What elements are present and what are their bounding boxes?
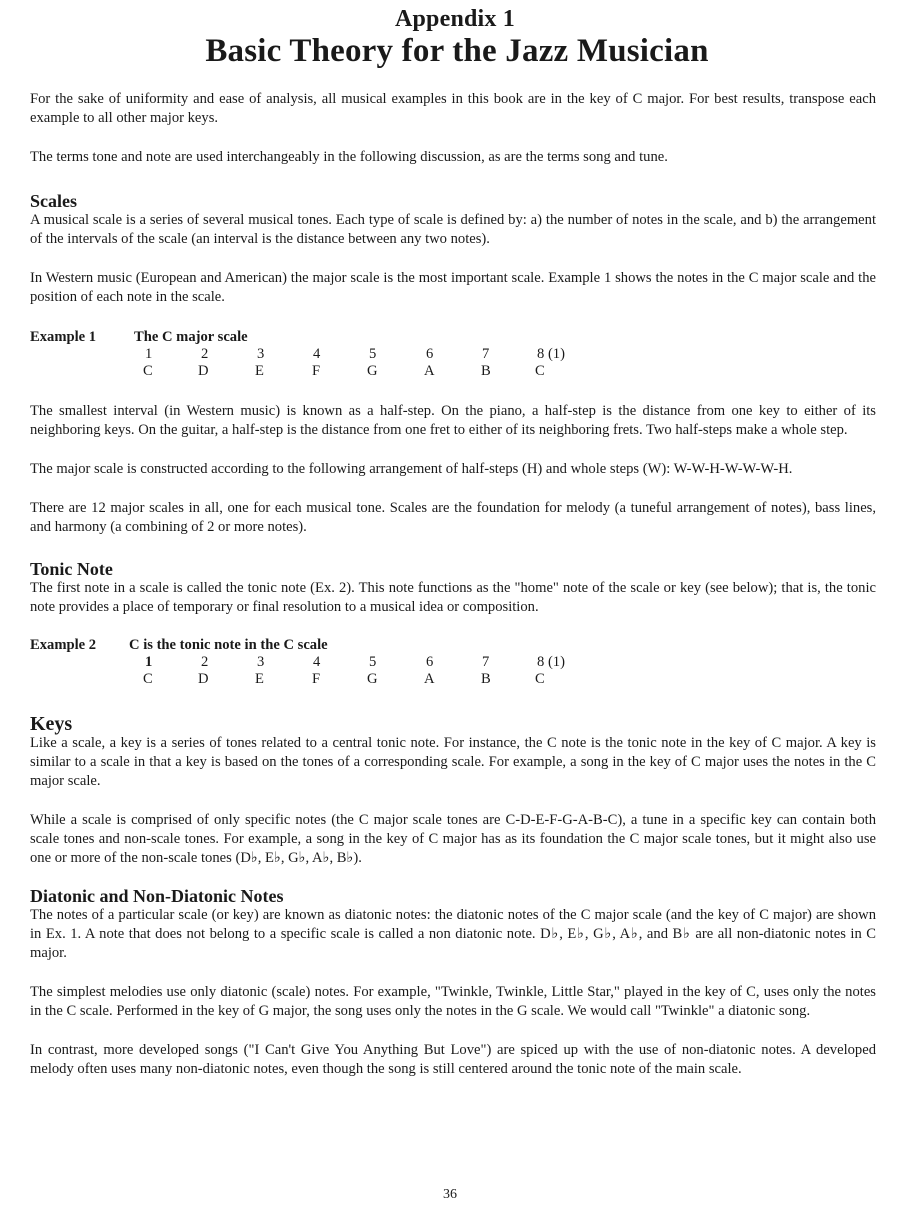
scale-degree: 6 — [426, 654, 434, 670]
twelve-scales-paragraph: There are 12 major scales in all, one for each musical tone. Scales are the foundation for melody (a tuneful arrangement of notes), bass lines, and harmony (a combining of 2 or more notes). — [30, 500, 876, 535]
scale-degree: 7 — [482, 654, 490, 670]
scale-degree: 4 — [313, 654, 321, 670]
scales-paragraph-2: In Western music (European and American) the major scale is the most important scale. Example 1 shows the notes in the C major scale and the position of each note in the scale. — [30, 270, 876, 305]
scale-note: B — [481, 363, 491, 379]
tonic-paragraph: The first note in a scale is called the tonic note (Ex. 2). This note functions as the "home" note of the scale or key (see below); that is, the tonic note provides a place of temporary or final resolution to a musical idea or composition. — [30, 580, 876, 615]
scale-note: E — [255, 363, 264, 379]
scales-paragraph-1: A musical scale is a series of several musical tones. Each type of scale is defined by: a) the number of notes in the scale, and b) the arrangement of the intervals of the scale (an interval is the distance between any two notes). — [30, 212, 876, 247]
scale-note: E — [255, 671, 264, 687]
scale-degree: 2 — [201, 346, 209, 362]
scale-degree: 7 — [482, 346, 490, 362]
section-heading-diatonic: Diatonic and Non-Diatonic Notes — [30, 886, 284, 906]
scale-degree: 5 — [369, 654, 377, 670]
page-number: 36 — [443, 1187, 457, 1202]
section-heading-scales: Scales — [30, 191, 77, 211]
scale-degree: 1 — [145, 654, 153, 670]
scale-degree: 2 — [201, 654, 209, 670]
intro-paragraph-2: The terms tone and note are used interchangeably in the following discussion, as are the terms song and tune. — [30, 149, 668, 165]
scale-note: G — [367, 363, 378, 379]
scale-note: C — [535, 363, 545, 379]
section-heading-tonic-note: Tonic Note — [30, 559, 113, 579]
scale-note: D — [198, 671, 209, 687]
scale-note: B — [481, 671, 491, 687]
scale-note: C — [535, 671, 545, 687]
example-2 — [30, 637, 876, 688]
scale-degree: 3 — [257, 654, 265, 670]
example-1-label: Example 1 — [30, 329, 97, 345]
document-page — [30, 6, 876, 1099]
scale-degree: 1 — [145, 346, 153, 362]
intro-paragraph-1: For the sake of uniformity and ease of analysis, all musical examples in this book are in the key of C major. For best results, transpose each example to all other major keys. — [30, 91, 876, 126]
diatonic-paragraph-3: In contrast, more developed songs ("I Can't Give You Anything But Love") are spiced up with the use of non-diatonic notes. A developed melody often uses many non-diatonic notes, even though the song is still centered around the tonic note of the main scale. — [30, 1042, 876, 1077]
keys-paragraph-2: While a scale is comprised of only specific notes (the C major scale tones are C-D-E-F-G-A-B-C), a tune in a specific key can contain both scale tones and non-scale tones. For example, a song in the key of C major has as its foundation the C major scale tones, but it might also use one or more of the non-scale tones (D♭, E♭, G♭, A♭, B♭). — [30, 812, 876, 866]
scale-note: C — [143, 671, 153, 687]
example-1-title — [30, 329, 876, 346]
scale-degree: 3 — [257, 346, 265, 362]
section-heading-keys: Keys — [30, 713, 73, 735]
scale-degree: 8 (1) — [537, 346, 565, 362]
example-1 — [30, 329, 876, 380]
scale-note: C — [143, 363, 153, 379]
scale-note: G — [367, 671, 378, 687]
page-title: Basic Theory for the Jazz Musician — [205, 33, 709, 69]
example-2-caption: C is the tonic note in the C scale — [129, 637, 328, 653]
halfstep-paragraph: The smallest interval (in Western music) is known as a half-step. On the piano, a half-step is the distance from one key to either of its neighboring keys. On the guitar, a half-step is the distance from one fret to either of its neighboring frets. Two half-steps make a whole step. — [30, 403, 876, 438]
example-2-degree-row — [30, 654, 876, 671]
scale-note: F — [312, 363, 321, 379]
keys-paragraph-1: Like a scale, a key is a series of tones related to a central tonic note. For instance, the C note is the tonic note in the key of C major. A key is similar to a scale in that a key is based on the tones of a corresponding scale. For example, a song in the key of C major uses the notes in the C major scale. — [30, 735, 876, 789]
appendix-label: Appendix 1 — [394, 6, 516, 32]
scale-note: A — [424, 671, 435, 687]
example-1-degree-row — [30, 346, 876, 363]
example-2-label: Example 2 — [30, 637, 97, 653]
scale-degree: 8 (1) — [537, 654, 565, 670]
scale-note: D — [198, 363, 209, 379]
example-1-note-row — [30, 363, 876, 380]
scale-degree: 4 — [313, 346, 321, 362]
scale-note: F — [312, 671, 321, 687]
major-scale-construction-paragraph: The major scale is constructed according to the following arrangement of half-steps (H) and whole steps (W): W-W-H-W-W-W-H. — [30, 461, 793, 477]
scale-note: A — [424, 363, 435, 379]
example-2-title — [30, 637, 876, 654]
scale-degree: 6 — [426, 346, 434, 362]
diatonic-paragraph-1: The notes of a particular scale (or key) are known as diatonic notes: the diatonic notes of the C major scale (and the key of C major) are shown in Ex. 1. A note that does not belong to a specific scale is called a non diatonic note. D♭, E♭, G♭, A♭, and B♭ are all non-diatonic notes in C major. — [30, 907, 876, 961]
example-1-caption: The C major scale — [134, 329, 248, 345]
example-2-note-row — [30, 671, 876, 688]
scale-degree: 5 — [369, 346, 377, 362]
diatonic-paragraph-2: The simplest melodies use only diatonic (scale) notes. For example, "Twinkle, Twinkle, Little Star," played in the key of C, uses only the notes in the C scale. Performed in the key of G major, the song uses only the notes in the G scale. We would call "Twinkle" a diatonic song. — [30, 984, 876, 1019]
